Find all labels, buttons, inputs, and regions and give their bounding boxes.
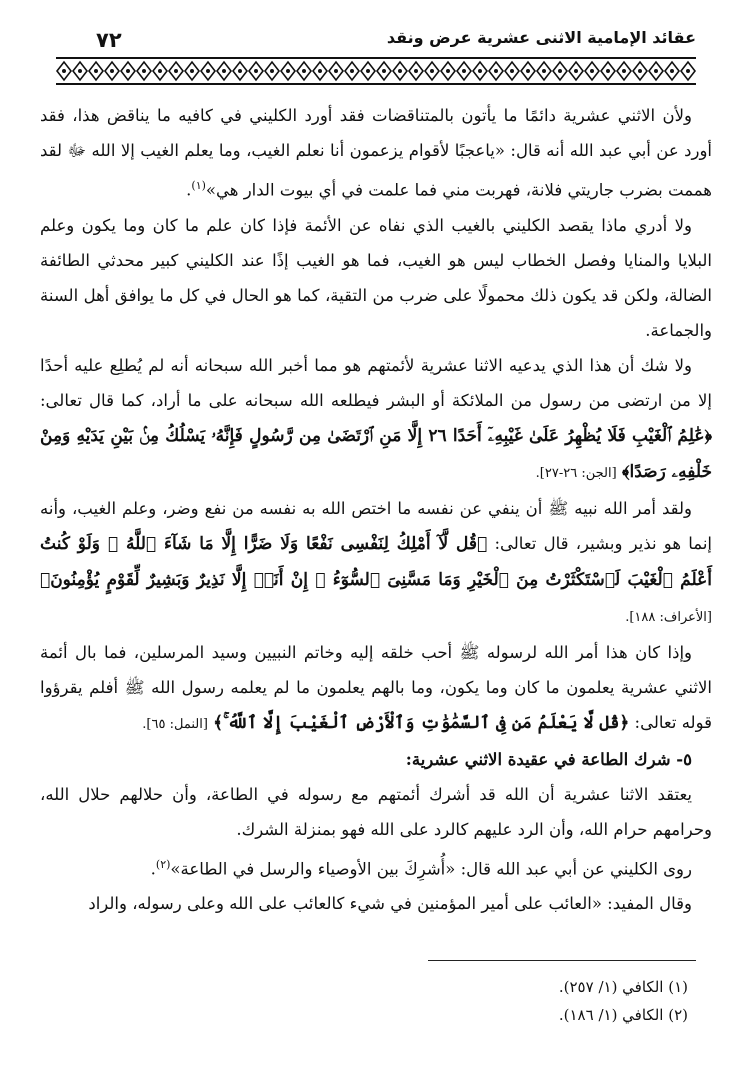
quran-verse-naml: ﴿قُل لَّا يَعْلَمُ مَن فِى ٱلسَّمَٰوَٰتِ وَٱلْأَرْضِ ٱلْغَيْبَ إِلَّا ٱللَّهُ ۚ﴾: [213, 712, 630, 733]
paragraph-6: يعتقد الاثنا عشرية أن الله قد أشرك أئمتهم مع رسوله في الطاعة، وأن حلالهم حلال الله، وحرامهم حرام الله، وأن الرد عليهم كالرد على الله فهو بمنزلة الشرك.: [40, 784, 712, 839]
paragraph-7: روى الكليني عن أبي عبد الله قال: «أُشرِكَ بين الأوصياء والرسل في الطاعة»$^{(٢)}$.: [150, 857, 692, 878]
quran-verse-jinn: ﴿عَٰلِمُ ٱلْغَيْبِ فَلَا يُظْهِرُ عَلَىٰ غَيْبِهِۦٓ أَحَدًا ٢٦ إِلَّا مَنِ ٱرْتَضَىٰ مِن رَّسُولٍ فَإِنَّهُۥ يَسْلُكُ مِنۢ بَيْنِ يَدَيْهِ وَمِنْ خَلْفِهِۦ رَصَدًا﴾: [40, 425, 712, 482]
paragraph-1: ولأن الاثني عشرية دائمًا ما يأتون بالمتناقضات فقد أورد الكليني في كافيه ما يناقض هذا، فقد أورد عن أبي عبد الله أنه قال: «ياعجبًا لأقوام يزعمون أنا نعلم الغيب، وما يعلم الغيب إلا الله ﷻ لقد هممت بضرب جاريتي فلانة، فهربت مني فما علمت في أي بيوت الدار هي»$^{(١)}$.: [40, 106, 712, 200]
paragraph-5: وإذا كان هذا أمر الله لرسوله ﷺ أحب خلقه إليه وخاتم النبيين وسيد المرسلين، فما بال أئمة الاثني عشرية يعلمون ما كان وما يكون، وما بالهم يعلمون ما لم يعلمه رسول الله ﷺ أفلم يقرؤوا قوله تعالى: ﴿قُل لَّا يَعْلَمُ مَن فِى ٱلسَّمَٰوَٰتِ وَٱلْأَرْضِ ٱلْغَيْبَ إِلَّا ٱللَّهُ ۚ﴾ [النمل: ٦٥].: [40, 642, 712, 733]
section-heading: ٥- شرك الطاعة في عقيدة الاثني عشرية:: [405, 749, 692, 769]
running-title: عقائد الإمامية الاثنى عشرية عرض ونقد: [386, 28, 696, 47]
verse-reference: [الأعراف: ١٨٨].: [625, 609, 712, 625]
paragraph-8: وقال المفيد: «العائب على أمير المؤمنين في شيء كالعائب على الله وعلى رسوله، والراد: [88, 894, 692, 913]
footnotes: [40, 973, 696, 1029]
footnote-divider: [428, 960, 696, 961]
page-number: ٧٢: [96, 28, 122, 52]
paragraph-4: ولقد أمر الله نبيه ﷺ أن ينفي عن نفسه ما اختص الله به نفسه من نفع وضر، وعلم الغيب، وأنه إنما هو نذير وبشير، قال تعالى: ﴿قُل لَّآ أَمْلِكُ لِنَفْسِى نَفْعًا وَلَا ضَرًّا إِلَّا مَا شَآءَ ٱللَّهُ ۚ وَلَوْ كُنتُ أَعْلَمُ ٱلْغَيْبَ لَٱسْتَكْثَرْتُ مِنَ ٱلْخَيْرِ وَمَا مَسَّنِىَ ٱلسُّوٓءُ ۚ إِنْ أَنَا۠ إِلَّا نَذِيرٌ وَبَشِيرٌ لِّقَوْمٍ يُؤْمِنُونَ﴾ [الأعراف: ١٨٨].: [40, 498, 712, 625]
page-body: [40, 98, 712, 921]
footnote-mark-1: (١): [191, 179, 206, 192]
page-header: [96, 28, 696, 54]
footnote-2: (٢) الكافي (١/ ١٨٦).: [558, 1006, 688, 1024]
footnote-1: (١) الكافي (١/ ٢٥٧).: [558, 978, 688, 996]
quran-verse-araf: ﴿قُل لَّآ أَمْلِكُ لِنَفْسِى نَفْعًا وَلَا ضَرًّا إِلَّا مَا شَآءَ ٱللَّهُ ۚ وَلَوْ كُنتُ أَعْلَمُ ٱلْغَيْبَ لَٱسْتَكْثَرْتُ مِنَ ٱلْخَيْرِ وَمَا مَسَّنِىَ ٱلسُّوٓءُ ۚ إِنْ أَنَا۠ إِلَّا نَذِيرٌ وَبَشِيرٌ لِّقَوْمٍ يُؤْمِنُونَ﴾: [40, 533, 712, 590]
verse-reference: [الجن: ٢٦-٢٧].: [535, 465, 617, 481]
verse-reference: [النمل: ٦٥].: [142, 716, 208, 732]
paragraph-3: ولا شك أن هذا الذي يدعيه الاثنا عشرية لأئمتهم هو مما أخبر الله سبحانه أنه لم يُطلِع عليه أحدًا إلا من ارتضى من رسول من الملائكة أو البشر فيطلعه الله سبحانه على ما أراد، كما قال تعالى: ﴿عَٰلِمُ ٱلْغَيْبِ فَلَا يُظْهِرُ عَلَىٰ غَيْبِهِۦٓ أَحَدًا ٢٦ إِلَّا مَنِ ٱرْتَضَىٰ مِن رَّسُولٍ فَإِنَّهُۥ يَسْلُكُ مِنۢ بَيْنِ يَدَيْهِ وَمِنْ خَلْفِهِۦ رَصَدًا﴾ [الجن: ٢٦-٢٧].: [40, 355, 712, 482]
footnote-mark-2: (٢): [155, 857, 171, 871]
decorative-border-ornament: [56, 56, 696, 86]
paragraph-2: ولا أدري ماذا يقصد الكليني بالغيب الذي نفاه عن الأئمة فإذا كان علم ما كان وما يكون وعلم البلايا والمنايا وفصل الخطاب ليس هو الغيب، فما هو الغيب إذًا عند الكليني كبير محدثي الطائفة الضالة، ولكن قد يكون ذلك محمولًا على ضرب من التقية، كما هو الحال في كل ما يوافق أهل السنة والجماعة.: [40, 215, 712, 340]
